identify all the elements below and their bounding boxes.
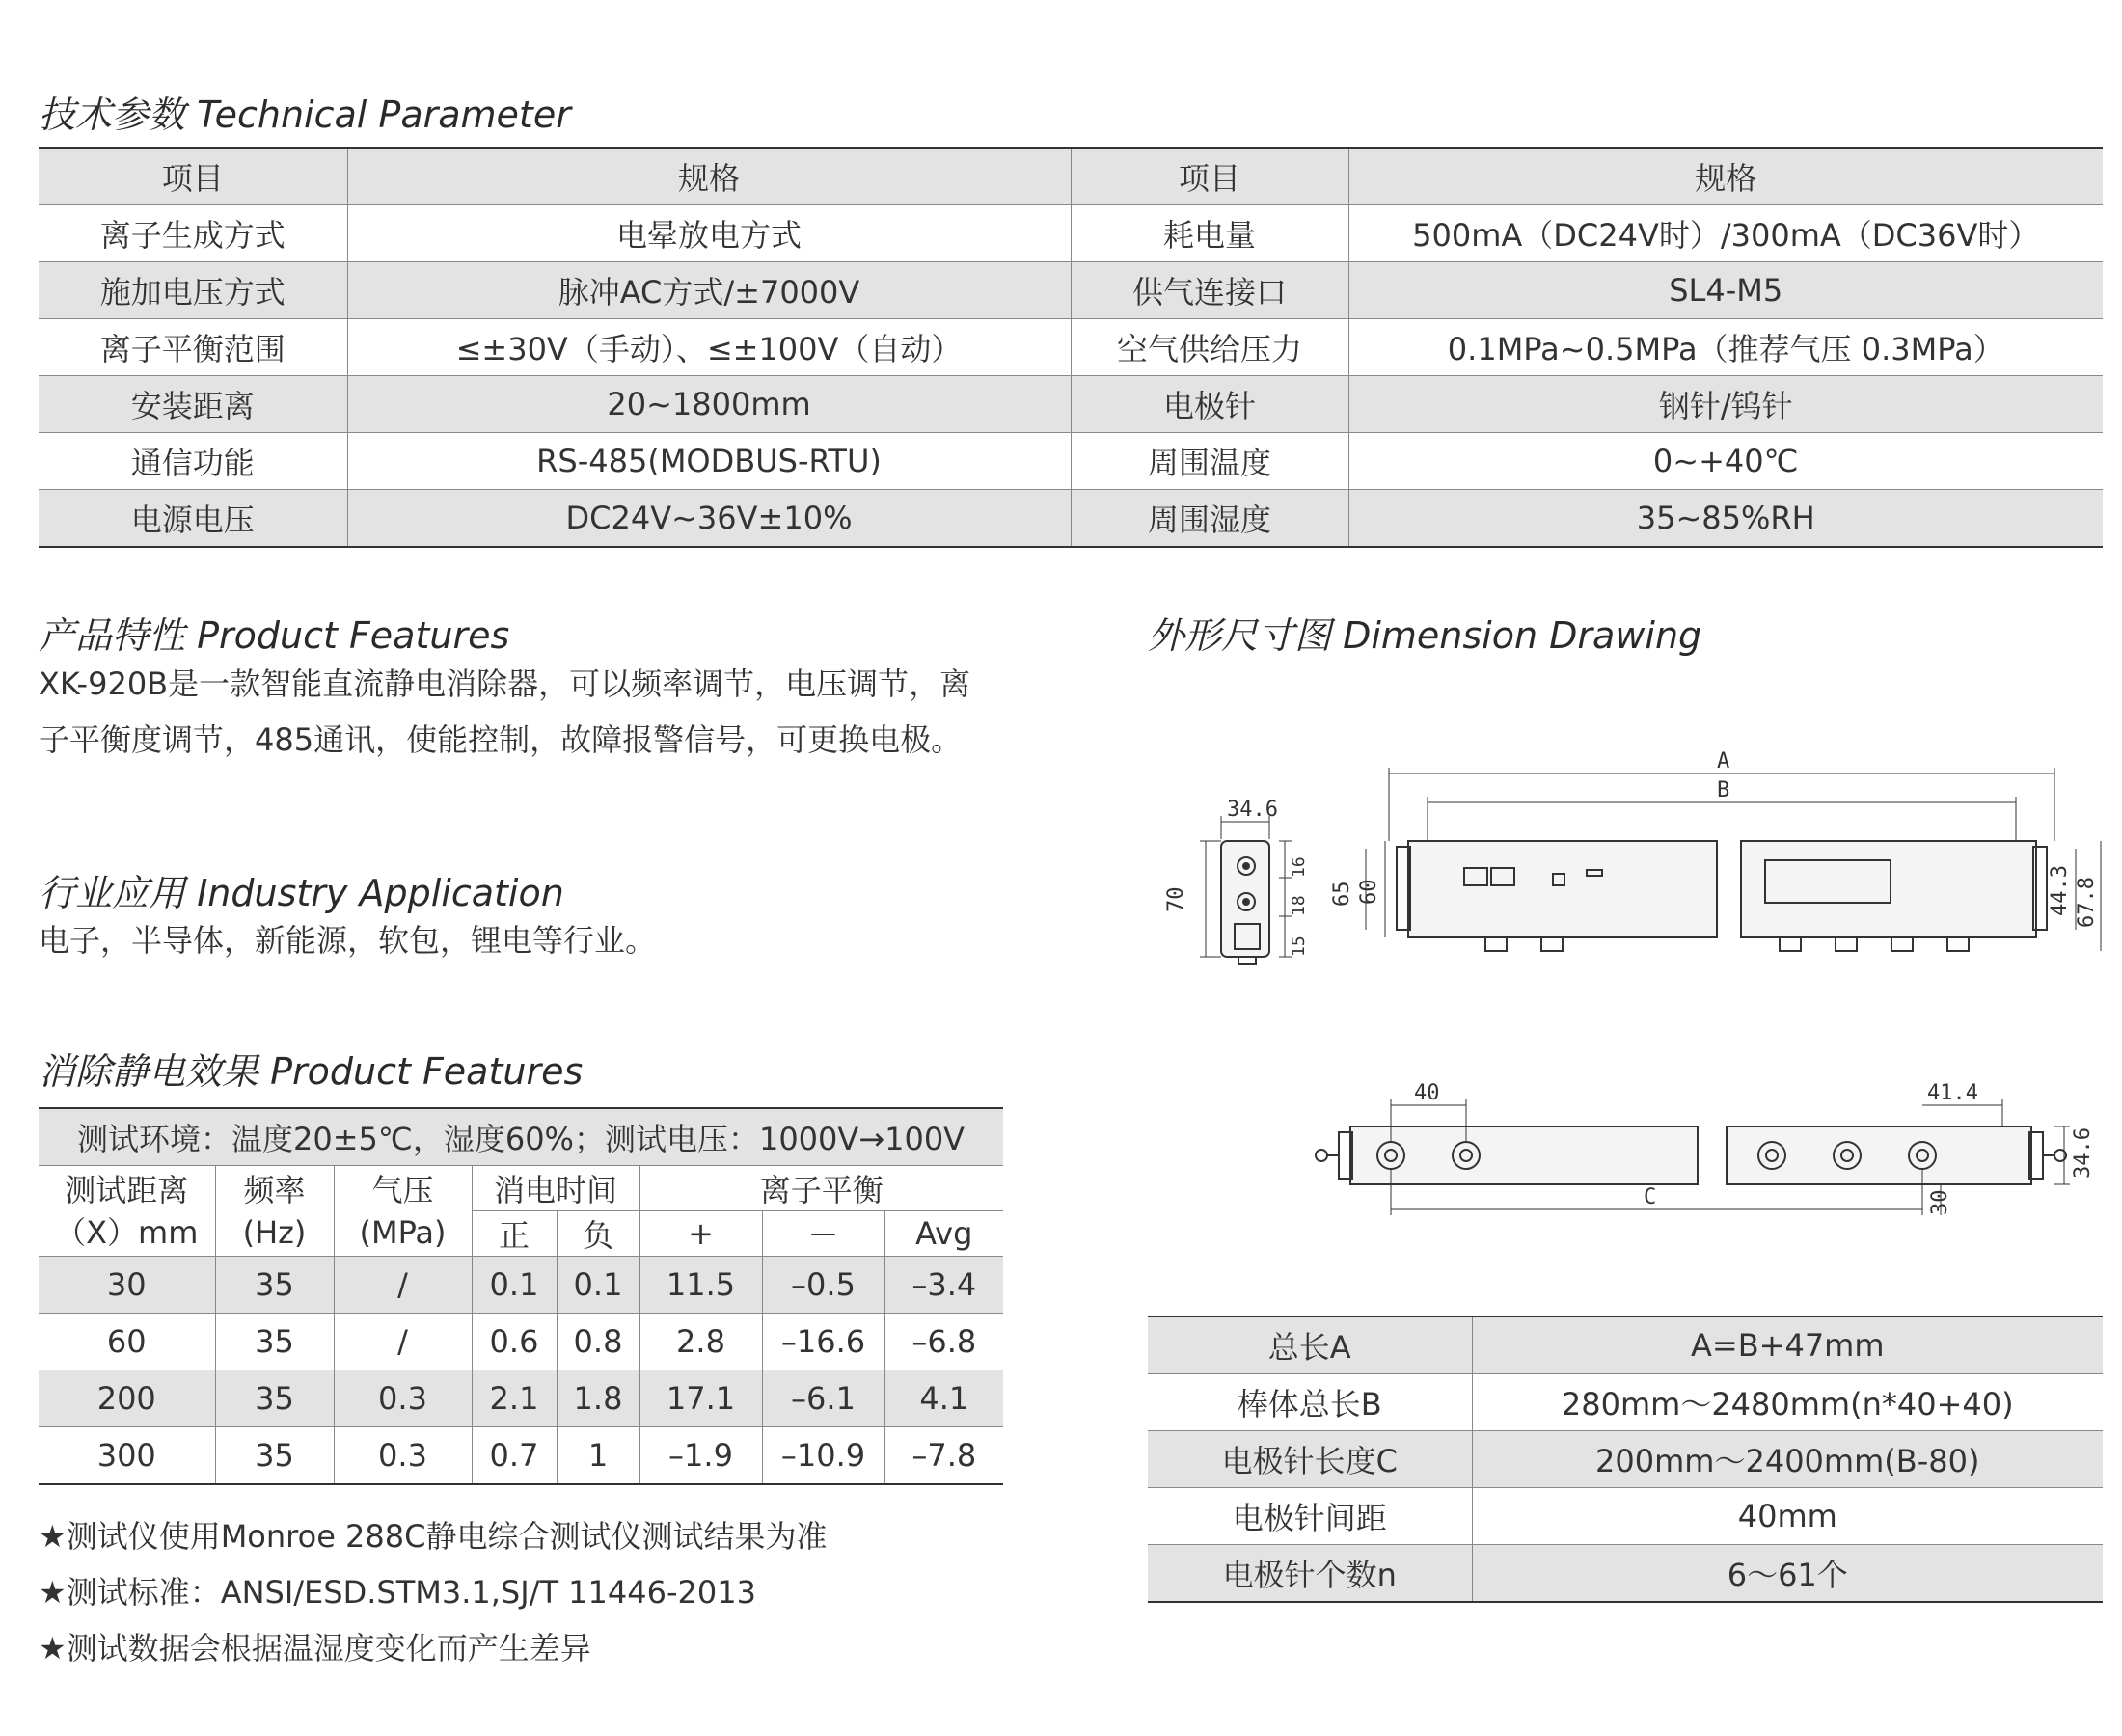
spec-table [39,147,2103,548]
cell: 17.1 [639,1370,762,1427]
table-row [39,376,2103,433]
cell: / [334,1314,472,1370]
dim-41-4: 41.4 [1927,1081,1978,1105]
table-row [1148,1374,2103,1431]
cell: 0.1 [472,1257,557,1314]
table-row [39,205,2103,262]
effect-title: 消除静电效果 Product Features [39,1050,584,1093]
dim-65: 65 [1330,881,1354,907]
header-cell: 规格 [347,148,1071,205]
cell: 35 [215,1427,334,1485]
dim-34-6-side: 34.6 [2071,1127,2095,1179]
industry-title: 行业应用 Industry Application [39,872,564,914]
note-2: ★测试标准：ANSI/ESD.STM3.1,SJ/T 11446-2013 [39,1574,756,1611]
features-line-2: 子平衡度调节，485通讯，使能控制，故障报警信号，可更换电极。 [39,721,963,758]
header-avg: Avg [884,1211,1003,1257]
dim-16: 16 [1289,856,1309,878]
table-row [39,433,2103,490]
table-row [1148,1431,2103,1488]
cell: 200mm～2400mm(B-80) [1472,1431,2103,1488]
dim-44-3: 44.3 [2048,865,2072,916]
cell: 供气连接口 [1071,262,1348,319]
header-cell: 项目 [39,148,347,205]
dim-34-6: 34.6 [1227,798,1278,822]
cell: 0.8 [557,1314,639,1370]
header-frequency-unit: (Hz) [242,1213,307,1251]
tech-title: 技术参数 Technical Parameter [39,94,571,136]
cell: 40mm [1472,1488,2103,1545]
features-text [39,656,1080,768]
header-frequency [215,1166,334,1257]
cell: 0~+40℃ [1348,433,2103,490]
effect-table [39,1107,1003,1485]
table-row [39,262,2103,319]
header-discharge-time: 消电时间 [472,1166,639,1211]
features-line-1: XK-920B是一款智能直流静电消除器，可以频率调节，电压调节，离 [39,665,971,702]
cell: 35 [215,1257,334,1314]
table-row [39,1257,1003,1314]
table-row [1148,1545,2103,1603]
drawing-title: 外形尺寸图 Dimension Drawing [1148,614,1702,657]
end-view-left [1221,841,1269,964]
dim-40: 40 [1414,1081,1440,1105]
table-row [1148,1488,2103,1545]
header-cell: 规格 [1348,148,2103,205]
cell: DC24V~36V±10% [347,490,1071,548]
cell: 20~1800mm [347,376,1071,433]
cell: 200 [39,1370,215,1427]
cell: 2.8 [639,1314,762,1370]
cell: 0.1 [557,1257,639,1314]
cell: 离子平衡范围 [39,319,347,376]
header-distance [39,1166,215,1257]
cell: / [334,1257,472,1314]
cell: 35 [215,1314,334,1370]
industry-text: 电子，半导体，新能源，软包，锂电等行业。 [39,922,657,959]
dim-c: C [1644,1185,1657,1209]
table-row [39,490,2103,548]
cell: 300 [39,1427,215,1485]
header-ion-balance: 离子平衡 [639,1166,1003,1211]
bar-top-view [1316,1126,2066,1184]
header-pressure-unit: (MPa) [359,1213,447,1251]
cell: 电极针 [1071,376,1348,433]
dim-67-8: 67.8 [2075,877,2099,928]
cell: 周围温度 [1071,433,1348,490]
cell: 钢针/钨针 [1348,376,2103,433]
header-distance-label: 测试距离 [65,1171,189,1208]
header-distance-unit: （X）mm [55,1213,199,1251]
header-negative: 负 [557,1211,639,1257]
dim-18: 18 [1289,895,1309,916]
cell: 棒体总长B [1148,1374,1472,1431]
cell: ≤±30V（手动）、≤±100V（自动） [347,319,1071,376]
test-environment: 测试环境：温度20±5℃，湿度60%；测试电压：1000V→100V [39,1108,1003,1166]
cell: SL4-M5 [1348,262,2103,319]
cell: –16.6 [762,1314,884,1370]
header-plus: + [639,1211,762,1257]
table-row [39,1370,1003,1427]
table-row [39,1314,1003,1370]
header-pressure-label: 气压 [371,1171,434,1208]
header-minus: － [762,1211,884,1257]
cell: 60 [39,1314,215,1370]
cell: 35 [215,1370,334,1427]
cell: RS-485(MODBUS-RTU) [347,433,1071,490]
cell: 30 [39,1257,215,1314]
cell: 总长A [1148,1316,1472,1374]
cell: –7.8 [911,1437,977,1474]
cell: 周围湿度 [1071,490,1348,548]
cell: 500mA（DC24V时）/300mA（DC36V时） [1348,205,2103,262]
cell: –0.5 [762,1257,884,1314]
cell: 空气供给压力 [1071,319,1348,376]
dim-70: 70 [1164,886,1188,912]
table-row [1148,1316,2103,1374]
table-header-row [39,148,2103,205]
dim-30: 30 [1928,1189,1952,1215]
note-3: ★测试数据会根据温湿度变化而产生差异 [39,1630,591,1667]
cell: 1 [557,1427,639,1485]
cell: 安装距离 [39,376,347,433]
cell: –6.8 [884,1314,1003,1370]
dimension-drawing [1148,733,2103,1234]
cell: 0.3 [334,1370,472,1427]
cell: 6～61个 [1727,1557,1848,1593]
header-positive: 正 [472,1211,557,1257]
cell: 280mm～2480mm(n*40+40) [1472,1374,2103,1431]
cell: 2.1 [472,1370,557,1427]
dim-a: A [1717,749,1730,773]
cell: 电极针间距 [1148,1488,1472,1545]
cell: 35~85%RH [1636,500,1815,536]
cell: 脉冲AC方式/±7000V [347,262,1071,319]
features-title: 产品特性 Product Features [39,614,510,657]
cell: 11.5 [639,1257,762,1314]
cell: –10.9 [762,1427,884,1485]
dim-b: B [1717,778,1730,802]
dim-15: 15 [1289,936,1309,957]
header-pressure [334,1166,472,1257]
cell: 离子生成方式 [39,205,347,262]
cell: –6.1 [762,1370,884,1427]
cell: –1.9 [639,1427,762,1485]
cell: 0.1MPa~0.5MPa（推荐气压 0.3MPa） [1348,319,2103,376]
cell: 0.3 [334,1427,472,1485]
dim-60: 60 [1357,879,1381,905]
cell: 0.7 [472,1427,557,1485]
cell: 电极针个数n [1148,1545,1472,1603]
table-row [39,319,2103,376]
cell: 0.6 [472,1314,557,1370]
bar-electrodes [1485,937,1969,951]
header-cell: 项目 [1071,148,1348,205]
cell: 1.8 [557,1370,639,1427]
cell: 电晕放电方式 [347,205,1071,262]
cell: A=B+47mm [1472,1316,2103,1374]
cell: 电极针长度C [1148,1431,1472,1488]
cell: 施加电压方式 [39,262,347,319]
cell: 4.1 [884,1370,1003,1427]
table-row [39,1427,1003,1485]
cell: 通信功能 [39,433,347,490]
header-frequency-label: 频率 [243,1171,306,1208]
cell: 耗电量 [1071,205,1348,262]
note-1: ★测试仪使用Monroe 288C静电综合测试仪测试结果为准 [39,1518,828,1555]
dimension-table [1148,1316,2103,1603]
cell: 电源电压 [39,490,347,548]
cell: –3.4 [884,1257,1003,1314]
bar-front-view [1397,841,2047,937]
